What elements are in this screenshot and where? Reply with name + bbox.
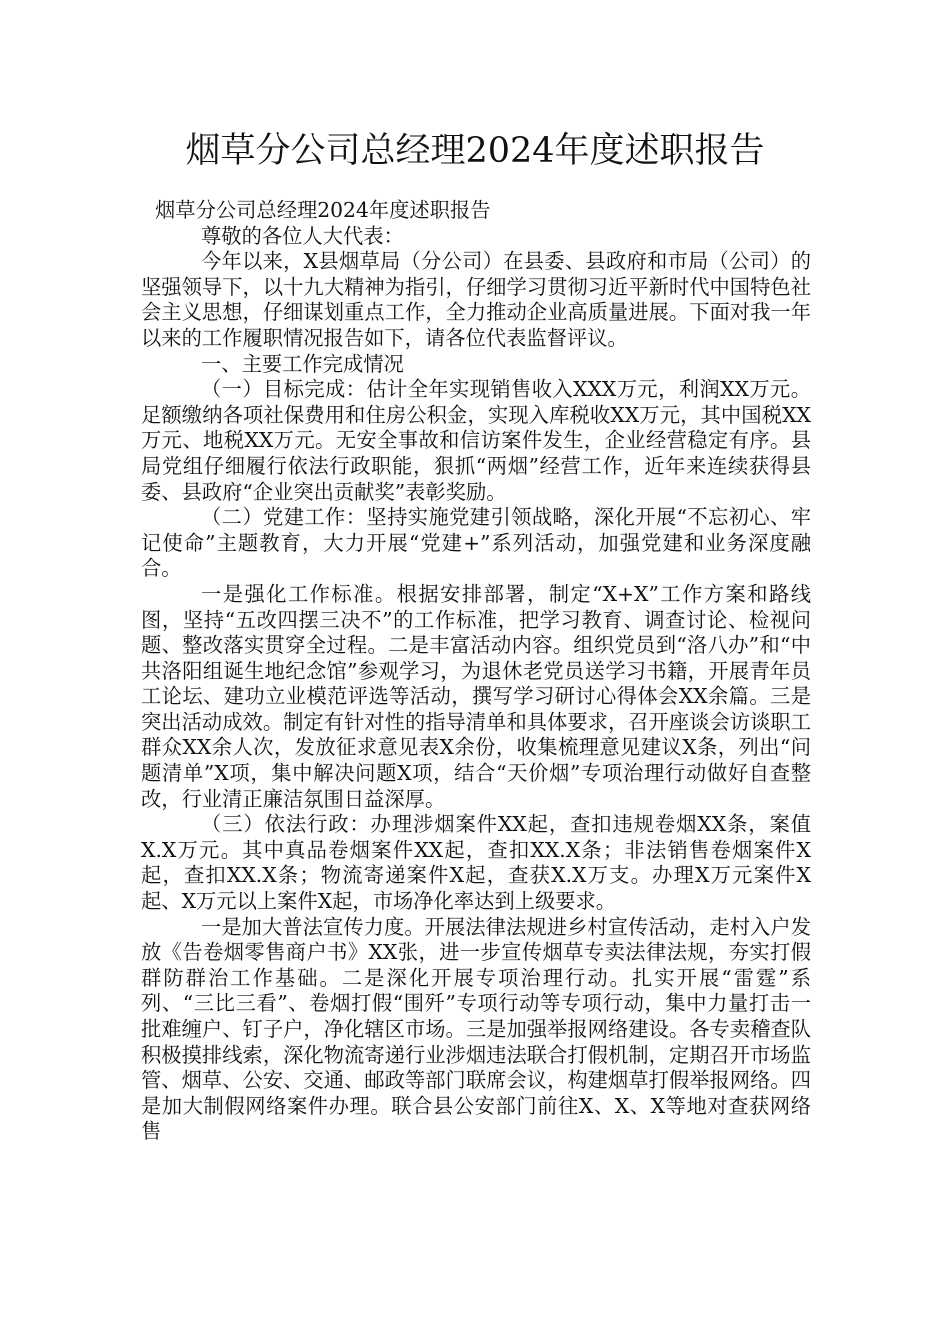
- document-subtitle: 烟草分公司总经理2024年度述职报告: [155, 198, 491, 222]
- paragraph-law-enforcement: （三）依法行政：办理涉烟案件XX起，查扣违规卷烟XX条，案值X.X万元。其中真品卷烟案件XX起，查扣XX.X条；非法销售卷烟案件X起，查扣XX.X条；物流寄递案件X起，查获X.X万支。办理X万元案件X起、X万元以上案件X起，市场净化率达到上级要求。: [141, 812, 811, 914]
- document-title: 烟草分公司总经理2024年度述职报告: [185, 131, 765, 171]
- document-body: [141, 198, 811, 1145]
- intro-paragraph: 今年以来，X县烟草局（分公司）在县委、县政府和市局（公司）的坚强领导下，以十九大精神为指引，仔细学习贯彻习近平新时代中国特色社会主义思想，仔细谋划重点工作，全力推动企业高质量进展。下面对我一年以来的工作履职情况报告如下，请各位代表监督评议。: [141, 249, 811, 350]
- salutation: 尊敬的各位人大代表：: [201, 223, 404, 248]
- paragraph-party-building-detail: 一是强化工作标准。根据安排部署，制定“X+X”工作方案和路线图，坚持“五改四摆三决不”的工作标准，把学习教育、调查讨论、检视问题、整改落实贯穿全过程。二是丰富活动内容。组织党员到“洛八办”和“中共洛阳组诞生地纪念馆”参观学习，为退休老党员送学习书籍，开展青年员工论坛、建功立业模范评选等活动，撰写学习研讨心得体会XX余篇。三是突出活动成效。制定有针对性的指导清单和具体要求，召开座谈会访谈职工群众XX余人次，发放征求意见表X余份，收集梳理意见建议X条，列出“问题清单”X项，集中解决问题X项，结合“天价烟”专项治理行动做好自查整改，行业清正廉洁氛围日益深厚。: [141, 581, 811, 811]
- paragraph-target-completion: （一）目标完成：估计全年实现销售收入XXX万元，利润XX万元。足额缴纳各项社保费用和住房公积金，实现入库税收XX万元，其中国税XX万元、地税XX万元。无安全事故和信访案件发生，企业经营稳定有序。县局党组仔细履行依法行政职能，狠抓“两烟”经营工作，近年来连续获得县委、县政府“企业突出贡献奖”表彰奖励。: [141, 377, 811, 504]
- section-heading: 一、主要工作完成情况: [201, 351, 404, 376]
- paragraph-party-building: （二）党建工作：坚持实施党建引领战略，深化开展“不忘初心、牢记使命”主题教育，大力开展“党建+”系列活动，加强党建和业务深度融合。: [141, 505, 811, 581]
- paragraph-law-enforcement-detail: 一是加大普法宣传力度。开展法律法规进乡村宣传活动，走村入户发放《告卷烟零售商户书》XX张，进一步宣传烟草专卖法律法规，夯实打假群防群治工作基础。二是深化开展专项治理行动。扎实开展“雷霆”系列、“三比三看”、卷烟打假“围歼”专项行动等专项行动，集中力量打击一批难缠户、钉子户，净化辖区市场。三是加强举报网络建设。各专卖稽查队积极摸排线索，深化物流寄递行业涉烟违法联合打假机制，定期召开市场监管、烟草、公安、交通、邮政等部门联席会议，构建烟草打假举报网络。四是加大制假网络案件办理。联合县公安部门前往X、X、X等地对查获网络售: [141, 914, 811, 1144]
